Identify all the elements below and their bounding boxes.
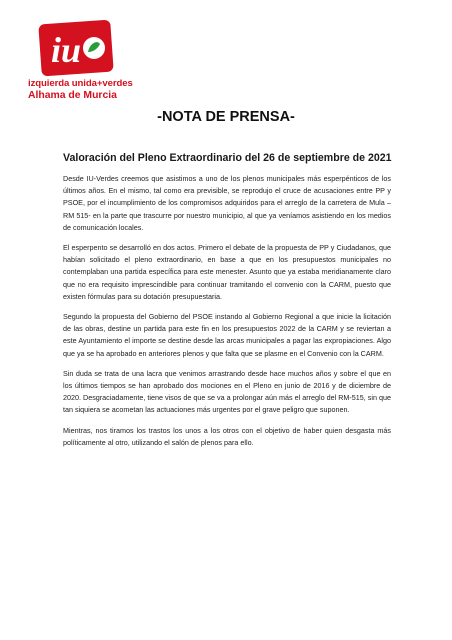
body-paragraph: Desde IU-Verdes creemos que asistimos a uno de los plenos municipales más esperpénticos de los últimos años. En el mismo, tal como era previsible, se reprodujo el cruce de acusaciones entre PP y PSOE, por el incumplimiento de los compromisos adquiridos para el arreglo de la carretera de Mula –RM 515- en la parte que trascurre por nuestro municipio, al que ya veníamos asistiendo en los medios de comunicación locales. [63,174,391,232]
svg-text:iu: iu [51,30,82,70]
document-heading: Valoración del Pleno Extraordinario del 26 de septiembre de 2021 [63,152,392,164]
body-paragraph: Segundo la propuesta del Gobierno del PSOE instando al Gobierno Regional a que inicie la licitación de las obras, destine un partida para este fin en los presupuestos 2022 de la CARM y se reviertan a este Ayuntamiento el importe se destine desde las arcas municipales a pagar las expropiaciones. Algo que ya se ha aprobado en anteriores plenos y que falta que se plasme en el Convenio con la CARM. [63,312,391,358]
logo-party-name: izquierda unida+verdes [28,78,133,89]
document-body [63,173,391,457]
body-paragraph: Mientras, nos tiramos los trastos los unos a los otros con el objetivo de haber quien desgasta más políticamente al otro, utilizando el salón de plenos para ello. [63,425,391,447]
body-paragraph: El esperpento se desarrolló en dos actos. Primero el debate de la propuesta de PP y Ciudadanos, que habían solicitado el pleno extraordinario, en base a que en los presupuestos municipales no contemplaban una partida específica para este menester. Asunto que ya estaba meridianamente claro que no era requisito imprescindible para continuar tramitando el convenio con la CARM, puesto que existen fórmulas para su dotación presupuestaria. [63,243,391,301]
party-emblem-icon [38,18,114,76]
body-paragraph: Sin duda se trata de una lacra que venimos arrastrando desde hace muchos años y sobre el que en los últimos tiempos se han aprobado dos mociones en el Pleno en junio de 2016 y de diciembre de 2020. Desgraciadamente, tiene visos de que se va a prolongar aún más el arreglo del RM-515, sin que tan siquiera se acometan las actuaciones más urgentes por el grave peligro que suponen. [63,368,391,415]
logo-location: Alhama de Murcia [28,90,117,101]
press-release-title: -NOTA DE PRENSA- [157,109,295,125]
